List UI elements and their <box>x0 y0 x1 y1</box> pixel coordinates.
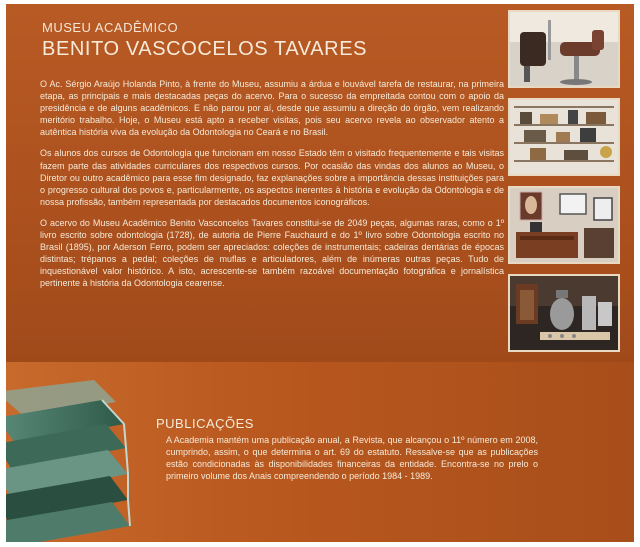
publications-section <box>6 362 634 542</box>
photo-display-shelves <box>508 98 620 176</box>
museum-subtitle: MUSEU ACADÊMICO <box>42 20 179 35</box>
books-illustration <box>6 362 136 542</box>
paragraph-restoration: O Ac. Sérgio Araújo Holanda Pinto, à frente do Museu, assumiu a árdua e louvável tarefa de restaurar, na primeira etapa, as principais e mais destacadas peças do acervo. Para o sucesso da empreitada contou com o apoio da presidência e de alguns acadêmicos. E não parou por aí, desde que assumiu a direção do órgão, vem realizando meritório trabalho. Hoje, o Museu está apto a receber visitas, pois seu acervo revela ao observador atento a autêntica história viva da evolução da Odontologia no Ceará e no Brasil. <box>40 79 504 138</box>
museum-title: BENITO VASCOCELOS TAVARES <box>42 38 368 60</box>
brochure-page <box>6 4 634 542</box>
photo-instruments <box>508 274 620 352</box>
photo-exhibit-room <box>508 186 620 264</box>
museum-description <box>40 78 504 299</box>
photo-column <box>508 10 628 356</box>
paragraph-student-visits: Os alunos dos cursos de Odontologia que funcionam em nosso Estado têm o visitado frequentemente e tais visitas fazem parte das atividades curriculares dos respectivos cursos. Por ocasião das vindas dos alunos ao Museu, o Diretor ou outro acadêmico para esse fim designado, faz explanações sobre a importância dessas instituições para o progresso cultural dos povos e, particularmente, os aspectos inerentes à história e evolução da Odontologia e de nossa profissão, também representada por destacados documentos iconográficos. <box>40 148 504 207</box>
photo-dental-chairs <box>508 10 620 88</box>
paragraph-collection: O acervo do Museu Acadêmico Benito Vasconcelos Tavares constitui-se de 2049 peças, algumas raras, como o 1º livro escrito sobre odontologia (1728), de autoria de Pierre Fauchaurd e do 1º livro sobre Odontologia escrito no Brasil (1895), por Aderson Ferro, podem ser apreciados: coleções de instrumentais; cadeiras dentárias de épocas distintas; trépanos a pedal; coleções de muflas e articuladores, além de inúmeras outras peças. Tudo de inquestionável valor histórico. A isto, acrescente-se também razoável documentação fotográfica e jornalística pertinente à história da Odontologia cearense. <box>40 217 504 289</box>
publications-title: PUBLICAÇÕES <box>156 416 254 431</box>
publications-text: A Academia mantém uma publicação anual, a Revista, que alcançou o 11º número em 2008, cumprindo, assim, o que determina o art. 69 do estatuto. Ressalve-se que as publicações estão condicionadas às disponibilidades financeiras da entidade. Encontra-se no prelo o primeiro volume dos Anais compreendendo o período 1984 - 1989. <box>166 435 538 482</box>
